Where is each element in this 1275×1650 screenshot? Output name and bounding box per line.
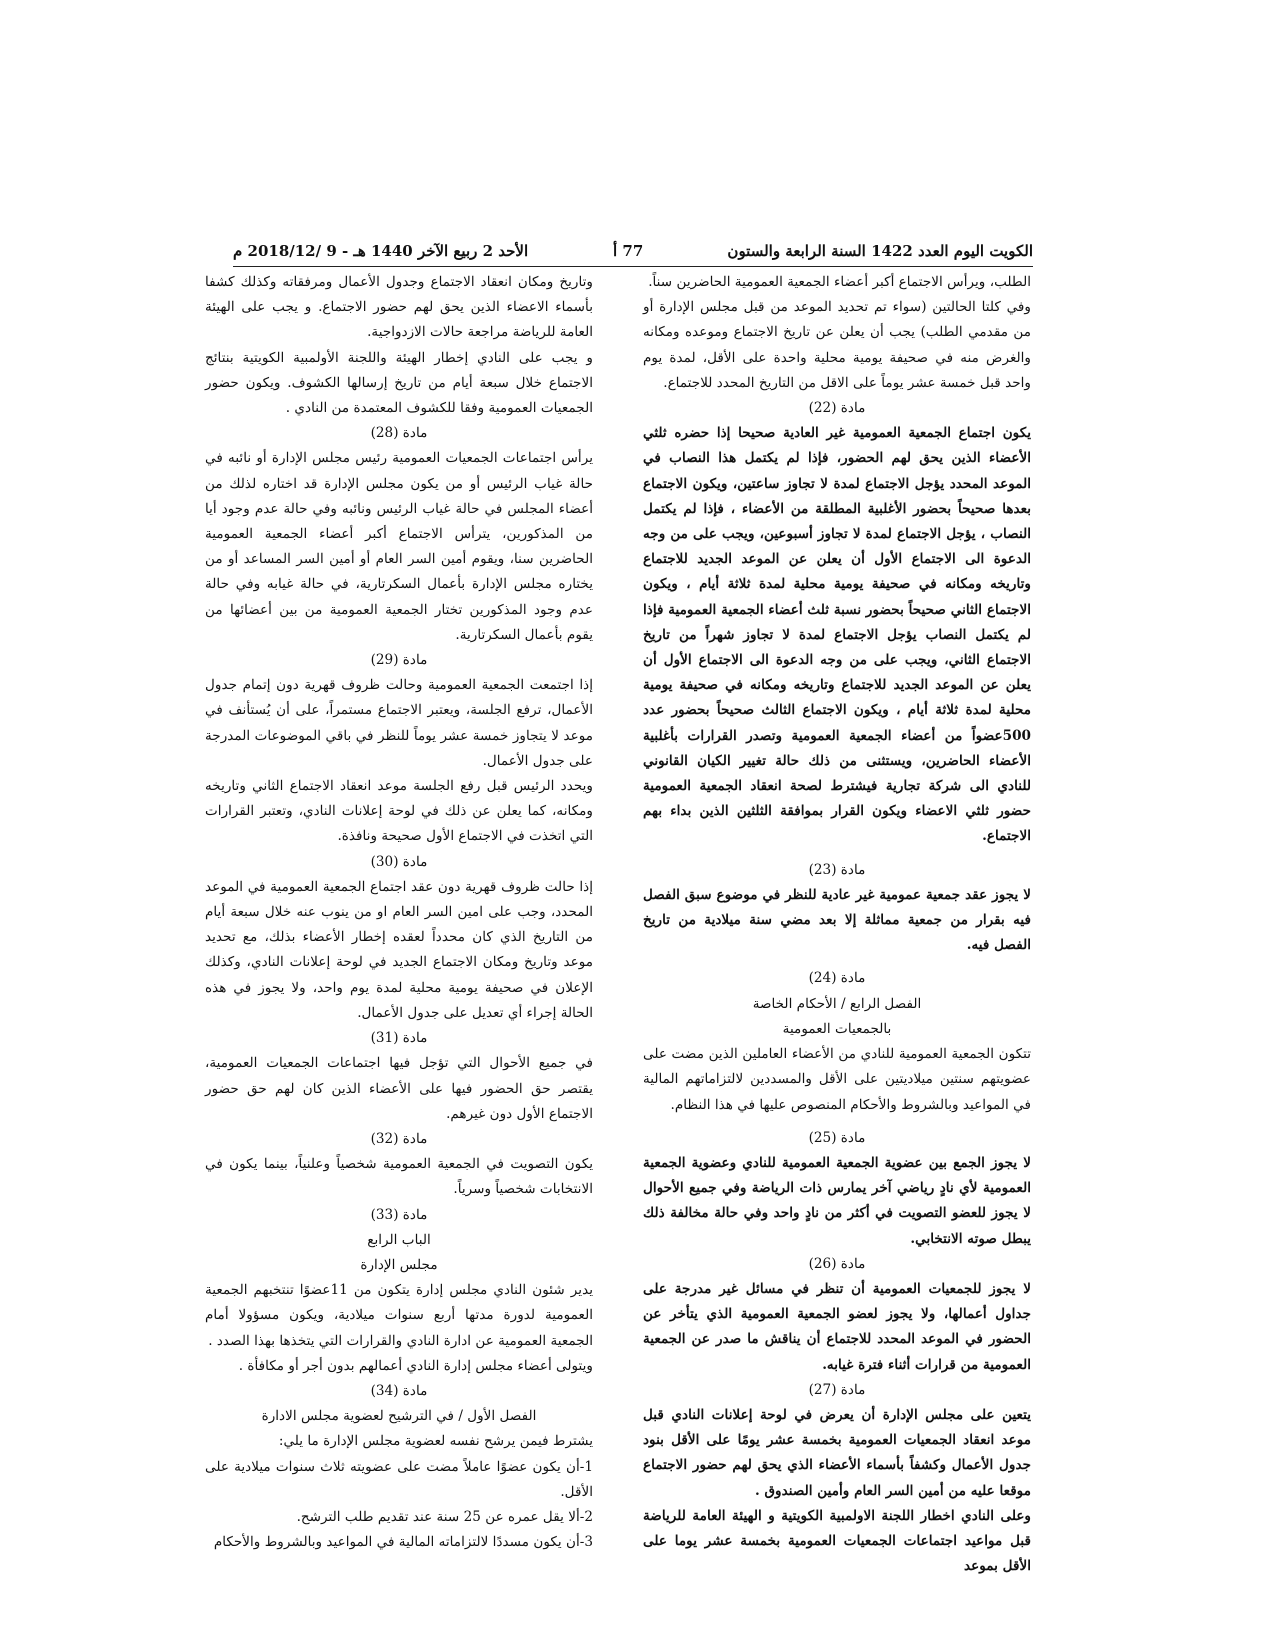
article-paragraph: وعلى النادي اخطار اللجنة الاولمبية الكويتية و الهيئة العامة للرياضة قبل مواعيد اجتماعات الجمعيات العمومية بخمسة عشر يوما على الأقل بموعد bbox=[643, 1507, 1031, 1575]
article-heading: مادة (27) bbox=[808, 1381, 866, 1398]
right-column bbox=[643, 270, 1031, 1579]
article-paragraph: 1-أن يكون عضوًا عاملاً مضت على عضويته ثلاث سنوات ميلادية على الأقل. bbox=[205, 1458, 593, 1500]
article-paragraph: يكون اجتماع الجمعية العمومية غير العادية صحيحا إذا حضره ثلثي الأعضاء الذين يحق لهم الحضور، فإذا لم يكتمل هذا النصاب في الموعد المحدد يؤجل الاجتماع لمدة لا تجاوز ساعتين، ويكون الاجتماع بعدها صحيحاً بحضور الأغلبية المطلقة من الأعضاء ، فإذا لم يكتمل النصاب ، يؤجل الاجتماع لمدة لا تجاوز أسبوعين، ويجب على من وجه الدعوة الى الاجتماع الأول أن يعلن عن الموعد الجديد للاجتماع وتاريخه ومكانه في صحيفة يومية محلية لمدة ثلاثة أيام ، ويكون الاجتماع الثاني صحيحاً بحضور نسبة ثلث أعضاء الجمعية العمومية فإذا لم يكتمل النصاب يؤجل الاجتماع لمدة لا تجاوز شهراً من تاريخ الاجتماع الثاني، ويجب على من وجه الدعوة الى الاجتماع الأول أن يعلن عن الموعد الجديد للاجتماع وتاريخه ومكانه في صحيفة يومية محلية لمدة ثلاثة أيام ، ويكون الاجتماع الثالث صحيحاً بحضور عدد 500عضواً من أعضاء الجمعية العمومية وتصدر القرارات بأغلبية الأعضاء الحاضرين، ويستثنى من ذلك حالة تغيير الكيان القانوني للنادي الى شركة تجارية فيشترط لصحة انعقاد الجمعية العمومية حضور ثلثي الاعضاء ويكون القرار بموافقة الثلثين الذين بداء بهم الاجتماع. bbox=[643, 425, 1031, 845]
article-paragraph: لا يجوز الجمع بين عضوية الجمعية العمومية للنادي وعضوية الجمعية العمومية لأي نادٍ رياضي آخر يمارس ذات الرياضة وفي جميع الأحوال لا يجوز للعضو التصويت في أكثر من نادٍ واحد وفي حالة مخالفة ذلك يبطل صوته الانتخابي. bbox=[643, 1154, 1031, 1247]
section-heading: الباب الرابع bbox=[367, 1231, 431, 1248]
left-column bbox=[205, 270, 593, 1555]
article-paragraph: لا يجوز عقد جمعية عمومية غير عادية للنظر في موضوع سبق الفصل فيه بقرار من جمعية مماثلة إلا بعد مضي سنة ميلادية من تاريخ الفصل فيه. bbox=[643, 886, 1031, 954]
page-number: 77 أ bbox=[613, 242, 644, 260]
article-paragraph: وتاريخ ومكان انعقاد الاجتماع وجدول الأعمال ومرفقاته وكذلك كشفا بأسماء الاعضاء الذين يحق لهم حضور الاجتماع. و يجب على الهيئة العامة للرياضة مراجعة حالات الازدواجية. bbox=[205, 274, 593, 341]
article-paragraph: 2-ألا يقل عمره عن 25 سنة عند تقديم طلب الترشح. bbox=[296, 1508, 593, 1525]
article-heading: مادة (24) bbox=[808, 970, 866, 987]
article-paragraph: تتكون الجمعية العمومية للنادي من الأعضاء العاملين الذين مضت على عضويتهم سنتين ميلاديتين على الأقل والمسددين لالتزاماتهم المالية في المواعيد وبالشروط والأحكام المنصوص عليها في هذا النظام. bbox=[643, 1046, 1031, 1113]
article-heading: مادة (30) bbox=[370, 853, 428, 870]
article-heading: مادة (31) bbox=[370, 1030, 428, 1047]
article-heading: مادة (26) bbox=[808, 1255, 866, 1272]
article-heading: مادة (22) bbox=[808, 400, 866, 417]
article-heading: مادة (25) bbox=[808, 1129, 866, 1146]
page-header bbox=[233, 238, 1033, 266]
section-heading: الفصل الأول / في الترشيح لعضوية مجلس الادارة bbox=[261, 1408, 537, 1425]
spacer bbox=[643, 850, 1031, 858]
article-paragraph: يتعين على مجلس الإدارة أن يعرض في لوحة إعلانات النادي قبل موعد انعقاد الجمعيات العمومية بخمسة عشر يومًا على الأقل بنود جدول الأعمال وكشفاً بأسماء الأعضاء الذي يحق لهم حضور الاجتماع موقعا عليه من أمين السر العام وأمين الصندوق . bbox=[643, 1406, 1031, 1499]
article-paragraph: يرأس اجتماعات الجمعيات العمومية رئيس مجلس الإدارة أو نائبه في حالة غياب الرئيس أو من يكون مجلس الإدارة قد اختاره لذلك من أعضاء المجلس في حالة غياب الرئيس ونائبه وفي حالة عدم وجود أيا من المذكورين، يترأس الاجتماع أكبر أعضاء الجمعية العمومية الحاضرين سنا، ويقوم أمين السر العام أو أمين السر المساعد أو من يختاره مجلس الإدارة بأعمال السكرتارية، في حالة غيابه وفي حالة عدم وجود المذكورين تختار الجمعية العمومية من بين أعضائها من يقوم بأعمال السكرتارية. bbox=[205, 450, 593, 643]
article-paragraph: يكون التصويت في الجمعية العمومية شخصياً وعلنياً، بينما يكون في الانتخابات شخصياً وسرياً. bbox=[205, 1156, 593, 1198]
article-paragraph: و يجب على النادي إخطار الهيئة واللجنة الأولمبية الكويتية بنتائج الاجتماع خلال سبعة أيام من تاريخ إرسالها الكشوف. ويكون حضور الجمعيات العمومية وفقا للكشوف المعتمدة من النادي . bbox=[205, 349, 593, 417]
spacer bbox=[643, 958, 1031, 966]
header-issue-info: الكويت اليوم العدد 1422 السنة الرابعة والستون bbox=[727, 242, 1033, 260]
article-paragraph: إذا حالت ظروف قهرية دون عقد اجتماع الجمعية العمومية في الموعد المحدد، وجب على امين السر العام او من ينوب عنه خلال سبعة أيام من التاريخ الذي كان محدداً لعقده إخطار الأعضاء بذلك، مع تحديد موعد وتاريخ ومكان الاجتماع الجديد في لوحة إعلانات النادي، وكذلك الإعلان في صحيفة يومية محلية لمدة يوم واحد، ولا يجوز في هذه الحالة إجراء أي تعديل على جدول الأعمال. bbox=[205, 878, 593, 1021]
article-heading: مادة (33) bbox=[370, 1206, 428, 1223]
article-heading: مادة (34) bbox=[370, 1382, 428, 1399]
article-heading: مادة (32) bbox=[370, 1130, 428, 1147]
article-paragraph: 3-أن يكون مسددًا لالتزاماته المالية في المواعيد وبالشروط والأحكام bbox=[213, 1534, 593, 1551]
article-paragraph: وفي كلتا الحالتين (سواء تم تحديد الموعد من قبل مجلس الإدارة أو من مقدمي الطلب) يجب أن يعلن عن تاريخ الاجتماع وموعده ومكانه والغرض منه في صحيفة يومية محلية واحدة على الأقل، لمدة يوم واحد قبل خمسة عشر يوماً على الاقل من التاريخ المحدد للاجتماع. bbox=[643, 299, 1031, 391]
header-date: الأحد 2 ربيع الآخر 1440 هـ - 9 /2018/12 م bbox=[233, 242, 529, 260]
article-paragraph: الطلب، ويرأس الاجتماع أكبر أعضاء الجمعية العمومية الحاضرين سناً. bbox=[648, 274, 1031, 290]
article-heading: مادة (28) bbox=[370, 425, 428, 442]
article-heading: مادة (23) bbox=[808, 861, 866, 878]
article-paragraph: في جميع الأحوال التي تؤجل فيها اجتماعات الجمعيات العمومية، يقتصر حق الحضور فيها على الأعضاء الذين كان لهم حق حضور الاجتماع الأول دون غيرهم. bbox=[205, 1055, 593, 1122]
section-heading: بالجمعيات العمومية bbox=[782, 1020, 892, 1037]
header-divider bbox=[233, 266, 1033, 267]
section-heading: مجلس الإدارة bbox=[360, 1256, 438, 1273]
article-paragraph: لا يجوز للجمعيات العمومية أن تنظر في مسائل غير مدرجة على جداول أعمالها، ولا يجوز لعضو الجمعية العمومية الذي يتأخر عن الحضور في الموعد المحدد للاجتماع أن يناقش ما صدر عن الجمعية العمومية من قرارات أثناء فترة غيابه. bbox=[643, 1280, 1031, 1373]
article-paragraph: إذا اجتمعت الجمعية العمومية وحالت ظروف قهرية دون إتمام جدول الأعمال، ترفع الجلسة، ويعتبر الاجتماع مستمراً، على أن يُستأنف في موعد لا يتجاوز خمسة عشر يوماً للنظر في باقي الموضوعات المدرجة على جدول الأعمال. bbox=[205, 677, 593, 769]
article-paragraph: يشترط فيمن يرشح نفسه لعضوية مجلس الإدارة ما يلي: bbox=[278, 1433, 593, 1450]
section-heading: الفصل الرابع / الأحكام الخاصة bbox=[752, 995, 922, 1012]
spacer bbox=[643, 1118, 1031, 1126]
article-paragraph: ويحدد الرئيس قبل رفع الجلسة موعد انعقاد الاجتماع الثاني وتاريخه ومكانه، كما يعلن عن ذلك في لوحة إعلانات النادي، وتعتبر القرارات التي اتخذت في الاجتماع الأول صحيحة ونافذة. bbox=[205, 778, 593, 845]
article-paragraph: يدير شئون النادي مجلس إدارة يتكون من 11عضوًا تنتخبهم الجمعية العمومية لدورة مدتها أربع سنوات ميلادية، ويكون مسؤولا أمام الجمعية العمومية عن ادارة النادي والقرارات التي يتخذها بهذا الصدد . bbox=[205, 1282, 593, 1349]
article-heading: مادة (29) bbox=[370, 652, 428, 669]
article-paragraph: ويتولى أعضاء مجلس إدارة النادي أعمالهم بدون أجر أو مكافأة . bbox=[238, 1357, 593, 1374]
